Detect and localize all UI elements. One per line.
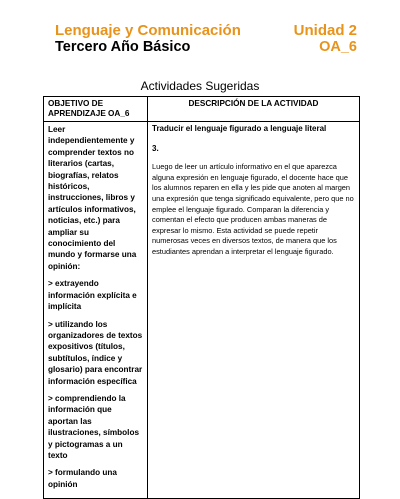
objective-bullet: > extrayendo información explícita e implícita — [48, 279, 137, 312]
description-cell — [148, 122, 360, 499]
objective-bullet: > utilizando los organizadores de textos expositivos (títulos, subtítulos, índice y glosario) para encontrar información específica — [48, 319, 143, 386]
section-title: Actividades Sugeridas — [140, 79, 260, 93]
unit-label: Unidad 2 — [293, 22, 357, 39]
table-row — [44, 122, 360, 499]
grade-label: Tercero Año Básico — [55, 39, 191, 55]
activity-number: 3. — [152, 143, 159, 153]
activity-description: Luego de leer un artículo informativo en el que aparezca alguna expresión en lenguaje figurado, el docente hace que los alumnos reparen en ella y les pide que anoten al margen una expresión que tenga significado equivalente, pero que no emplee el lenguaje figurado. Comparan la diferencia y comentan el efecto que producen ambas maneras de expresar lo mismo. Esta actividad se puede repetir numerosas veces en diversos textos, de manera que los estudiantes aprendan a interpretar el lenguaje figurado. — [152, 162, 354, 256]
objective-bullet: > formulando una opinión — [48, 468, 117, 489]
subject-title: Lenguaje y Comunicación — [55, 22, 241, 39]
table-header-row — [44, 97, 360, 122]
activity-title: Traducir el lenguaje figurado a lenguaje literal — [152, 124, 327, 133]
objective-code: OA_6 — [319, 39, 357, 55]
activities-table — [43, 96, 360, 499]
objective-paragraph: Leer independientemente y comprender textos no literarios (cartas, biografías, relatos históricos, instrucciones, libros y artículos informativos, noticias, etc.) para ampliar su conocimiento del mundo y formarse una opinión: — [48, 125, 137, 271]
header-left — [55, 22, 241, 56]
header-right — [294, 22, 357, 56]
objective-column-header: OBJETIVO DE APRENDIZAJE OA_6 — [44, 97, 148, 122]
objective-bullet: > comprendiendo la información que aportan las ilustraciones, símbolos y pictogramas a un texto — [48, 393, 139, 460]
objective-cell — [44, 122, 148, 499]
description-column-header: DESCRIPCIÓN DE LA ACTIVIDAD — [148, 97, 360, 122]
